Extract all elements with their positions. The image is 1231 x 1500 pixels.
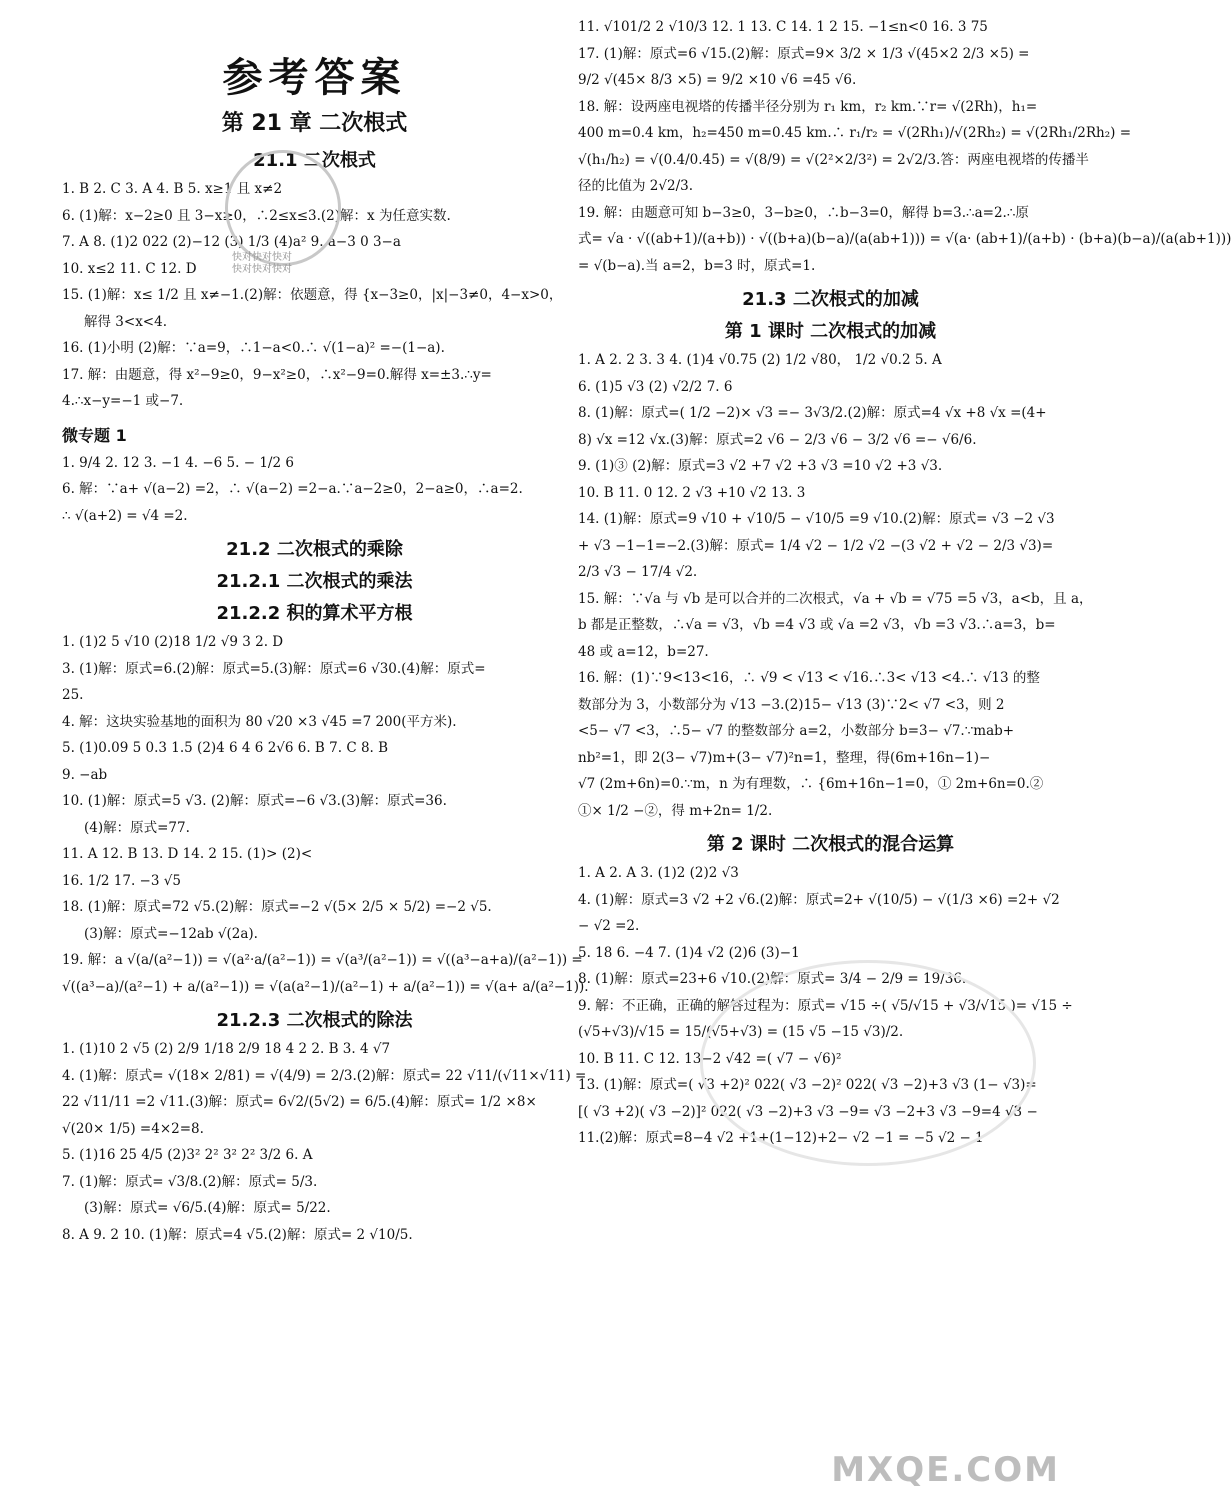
answer-line: 4.∴x−y=−1 或−7. <box>62 393 184 409</box>
answer-line: 5. (1)16 25 4/5 (2)3² 2² 3² 2² 3/2 6. A <box>62 1147 313 1163</box>
watermark: MXQE.COM <box>831 1450 1060 1490</box>
section-heading: 第 2 课时 二次根式的混合运算 <box>706 834 955 855</box>
answer-line: 2/3 √3 − 17/4 √2. <box>578 564 698 580</box>
answer-line: √((a³−a)/(a²−1) + a/(a²−1)) = √(a(a²−1)/(a²−1) + a/(a²−1)) = √(a+ a/(a²−1)). <box>62 978 589 995</box>
answer-line: 1. A 2. 2 3. 3 4. (1)4 √0.75 (2) 1/2 √80， 1/2 √0.2 5. A <box>578 352 942 368</box>
answer-line: (√5+√3)/√15 = 15/(√5+√3) = (15 √5 −15 √3)/2. <box>578 1024 904 1040</box>
answer-line: 22 √11/11 =2 √11.(3)解：原式= 6√2/(5√2) = 6/5.(4)解：原式= 1/2 ×8× <box>62 1094 537 1110</box>
answer-line: 9/2 √(45× 8/3 ×5) = 9/2 ×10 √6 =45 √6. <box>578 72 857 88</box>
page-title: 参考答案 <box>222 55 407 101</box>
chapter-heading: 第 21 章 二次根式 <box>221 111 408 136</box>
stamp-text-line: 快对快对快对 <box>232 252 292 263</box>
answer-line: 1. (1)10 2 √5 (2) 2/9 1/18 2/9 18 4 2 2. B 3. 4 √7 <box>62 1041 391 1057</box>
answer-line: ①× 1/2 −②，得 m+2n= 1/2. <box>578 802 773 819</box>
left-body <box>62 146 589 1248</box>
section-heading: 21.3 二次根式的加减 <box>742 289 919 310</box>
answer-line: 6. (1)5 √3 (2) √2/2 7. 6 <box>578 378 733 395</box>
answer-line: 5. 18 6. −4 7. (1)4 √2 (2)6 (3)−1 <box>578 944 800 961</box>
answer-line: 13. (1)解：原式=( √3 +2)² 022( √3 −2)² 022( √3 −2)+3 √3 (1− √3)= <box>578 1077 1037 1093</box>
sub-heading: 微专题 1 <box>62 425 127 445</box>
answer-line: 1. (1)2 5 √10 (2)18 1/2 √9 3 2. D <box>62 634 284 650</box>
answer-line: 6. (1)解：x−2≥0 且 3−x≥0，∴2≤x≤3.(2)解：x 为任意实数. <box>62 207 451 224</box>
answer-line: <5− √7 <3，∴5− √7 的整数部分 a=2，小数部分 b=3− √7.∵mab+ <box>578 723 1015 739</box>
answer-line: 25. <box>62 687 84 703</box>
answer-line: √(20× 1/5) =4×2=8. <box>62 1120 204 1137</box>
answer-line: 4. (1)解：原式=3 √2 +2 √6.(2)解：原式=2+ √(10/5) − √(1/3 ×6) =2+ √2 <box>578 891 1060 908</box>
answer-line: 4. 解：这块实验基地的面积为 80 √20 ×3 √45 =7 200(平方米). <box>62 713 457 730</box>
answer-line: 4. (1)解：原式= √(18× 2/81) = √(4/9) = 2/3.(2)解：原式= 22 √11/(√11×√11) = <box>62 1067 587 1084</box>
answer-line: 18. 解：设两座电视塔的传播半径分别为 r₁ km，r₂ km.∵r= √(2Rh)，h₁= <box>578 98 1038 115</box>
answer-line: √7 (2m+6n)=0.∵m，n 为有理数，∴ {6m+16n−1=0，① 2m+6n=0.② <box>578 776 1044 792</box>
answer-line: + √3 −1−1=−2.(3)解：原式= 1/4 √2 − 1/2 √2 −(3 √2 + √2 − 2/3 √3)= <box>578 537 1054 554</box>
answer-line: 48 或 a=12，b=27. <box>578 643 709 660</box>
answer-line: 16. (1)小明 (2)解：∵a=9，∴1−a<0.∴ √(1−a)² =−(1−a). <box>62 340 445 356</box>
section-heading: 21.1 二次根式 <box>253 150 376 171</box>
answer-line: 9. (1)③ (2)解：原式=3 √2 +7 √2 +3 √3 =10 √2 +3 √3. <box>578 458 943 474</box>
background-seal <box>700 960 1036 1166</box>
answer-line: 7. (1)解：原式= √3/8.(2)解：原式= 5/3. <box>62 1173 318 1190</box>
answer-line: 7. A 8. (1)2 022 (2)−12 (3) 1/3 (4)a² 9. a−3 0 3−a <box>62 234 401 250</box>
stamp-text <box>232 252 292 276</box>
answer-line: 1. 9/4 2. 12 3. −1 4. −6 5. − 1/2 6 <box>62 454 294 471</box>
answer-line: 16. 1/2 17. −3 √5 <box>62 872 181 889</box>
answer-line: = √(b−a).当 a=2，b=3 时，原式=1. <box>578 257 816 274</box>
answer-line: 1. B 2. C 3. A 4. B 5. x≥1 且 x≠2 <box>62 181 283 197</box>
answer-line: 400 m=0.4 km，h₂=450 m=0.45 km.∴ r₁/r₂ = √(2Rh₁)/√(2Rh₂) = √(2Rh₁/2Rh₂) = <box>578 125 1132 141</box>
answer-line: 14. (1)解：原式=9 √10 + √10/5 − √10/5 =9 √10.(2)解：原式= √3 −2 √3 <box>578 511 1055 527</box>
answer-line: b 都是正整数，∴√a = √3，√b =4 √3 或 √a =2 √3，√b =3 √3.∴a=3，b= <box>578 617 1056 633</box>
answer-line: 径的比值为 2√2/3. <box>578 178 694 194</box>
answer-line: ∴ √(a+2) = √4 =2. <box>62 507 188 524</box>
answer-line: 解得 3<x<4. <box>84 313 167 330</box>
answer-line: 19. 解：a √(a/(a²−1)) = √(a²·a/(a²−1)) = √(a³/(a²−1)) = √((a³−a+a)/(a²−1)) = <box>62 952 583 968</box>
answer-line: 数部分为 3，小数部分为 √13 −3.(2)15− √13 (3)∵2< √7 <3，则 2 <box>578 696 1005 713</box>
answer-line: 8. (1)解：原式=23+6 √10.(2)解：原式= 3/4 − 2/9 = 19/36. <box>578 971 967 987</box>
answer-line: 8. (1)解：原式=( 1/2 −2)× √3 =− 3√3/2.(2)解：原式=4 √x +8 √x =(4+ <box>578 405 1047 421</box>
section-heading: 21.2 二次根式的乘除 <box>226 539 403 560</box>
answer-line: 18. (1)解：原式=72 √5.(2)解：原式=−2 √(5× 2/5 × 5/2) =−2 √5. <box>62 899 492 915</box>
section-heading: 21.2.3 二次根式的除法 <box>216 1010 413 1031</box>
section-heading: 21.2.2 积的算术平方根 <box>216 603 413 624</box>
answer-line: 10. x≤2 11. C 12. D <box>62 260 197 277</box>
answer-line: 6. 解：∵a+ √(a−2) =2，∴ √(a−2) =2−a.∵a−2≥0，2−a≥0，∴a=2. <box>62 481 523 497</box>
answer-line: 16. 解：(1)∵9<13<16，∴ √9 < √13 < √16.∴3< √13 <4.∴ √13 的整 <box>578 670 1040 686</box>
answer-line: 15. (1)解：x≤ 1/2 且 x≠−1.(2)解：依题意，得 {x−3≥0，|x|−3≠0，4−x>0， <box>62 287 563 303</box>
answer-line: 9. −ab <box>62 766 108 783</box>
answer-line: 17. (1)解：原式=6 √15.(2)解：原式=9× 3/2 × 1/3 √(45×2 2/3 ×5) = <box>578 45 1030 62</box>
answer-line: (3)解：原式=−12ab √(2a). <box>84 925 258 942</box>
answer-line: 10. B 11. C 12. 13−2 √42 =( √7 − √6)² <box>578 1050 842 1067</box>
answer-line: 11. A 12. B 13. D 14. 2 15. (1)> (2)< <box>62 846 313 862</box>
answer-line: 17. 解：由题意，得 x²−9≥0，9−x²≥0，∴x²−9=0.解得 x=±3.∴y= <box>62 366 492 383</box>
answer-line: 11. √101/2 2 √10/3 12. 1 13. C 14. 1 2 15. −1≤n<0 16. 3 75 <box>578 19 988 35</box>
answer-line: 11.(2)解：原式=8−4 √2 +1+(1−12)+2− √2 −1 = −5 √2 − 1 <box>578 1130 984 1146</box>
answer-line: (3)解：原式= √6/5.(4)解：原式= 5/22. <box>84 1200 331 1216</box>
answer-line: 10. (1)解：原式=5 √3. (2)解：原式=−6 √3.(3)解：原式=36. <box>62 793 447 809</box>
answer-line: 9. 解：不正确，正确的解答过程为：原式= √15 ÷( √5/√15 + √3/√15 )= √15 ÷ <box>578 997 1073 1014</box>
section-heading: 第 1 课时 二次根式的加减 <box>724 321 937 342</box>
answer-line: 8. A 9. 2 10. (1)解：原式=4 √5.(2)解：原式= 2 √10/5. <box>62 1226 413 1243</box>
answer-line: 19. 解：由题意可知 b−3≥0，3−b≥0，∴b−3=0，解得 b=3.∴a=2.∴原 <box>578 204 1029 221</box>
answer-line: 8) √x =12 √x.(3)解：原式=2 √6 − 2/3 √6 − 3/2 √6 =− √6/6. <box>578 431 977 448</box>
answer-line: (4)解：原式=77. <box>84 819 190 836</box>
stamp-text-line: 快对快对快对 <box>232 264 292 275</box>
answer-line: 式= √a · √((ab+1)/(a+b)) · √((b+a)(b−a)/(a(ab+1))) = √(a· (ab+1)/(a+b) · (b+a)(b−a)/(a(ab+1))) <box>578 231 1231 247</box>
answer-line: 5. (1)0.09 5 0.3 1.5 (2)4 6 4 6 2√6 6. B 7. C 8. B <box>62 740 389 756</box>
answer-line: 10. B 11. 0 12. 2 √3 +10 √2 13. 3 <box>578 484 806 501</box>
answer-line: 3. (1)解：原式=6.(2)解：原式=5.(3)解：原式=6 √30.(4)解：原式= <box>62 660 486 677</box>
answer-line: 15. 解：∵√a 与 √b 是可以合并的二次根式，√a + √b = √75 =5 √3，a<b，且 a， <box>578 590 1093 607</box>
answer-line: 1. A 2. A 3. (1)2 (2)2 √3 <box>578 865 739 881</box>
answer-line: [( √3 +2)( √3 −2)]² 022( √3 −2)+3 √3 −9= √3 −2+3 √3 −9=4 √3 − <box>578 1103 1038 1120</box>
answer-line: √(h₁/h₂) = √(0.4/0.45) = √(8/9) = √(2²×2/3²) = 2√2/3.答：两座电视塔的传播半 <box>578 151 1089 168</box>
answer-line: nb²=1，即 2(3− √7)m+(3− √7)²n=1，整理，得(6m+16n−1)− <box>578 749 991 766</box>
answer-line: − √2 =2. <box>578 918 640 934</box>
section-heading: 21.2.1 二次根式的乘法 <box>216 571 413 592</box>
